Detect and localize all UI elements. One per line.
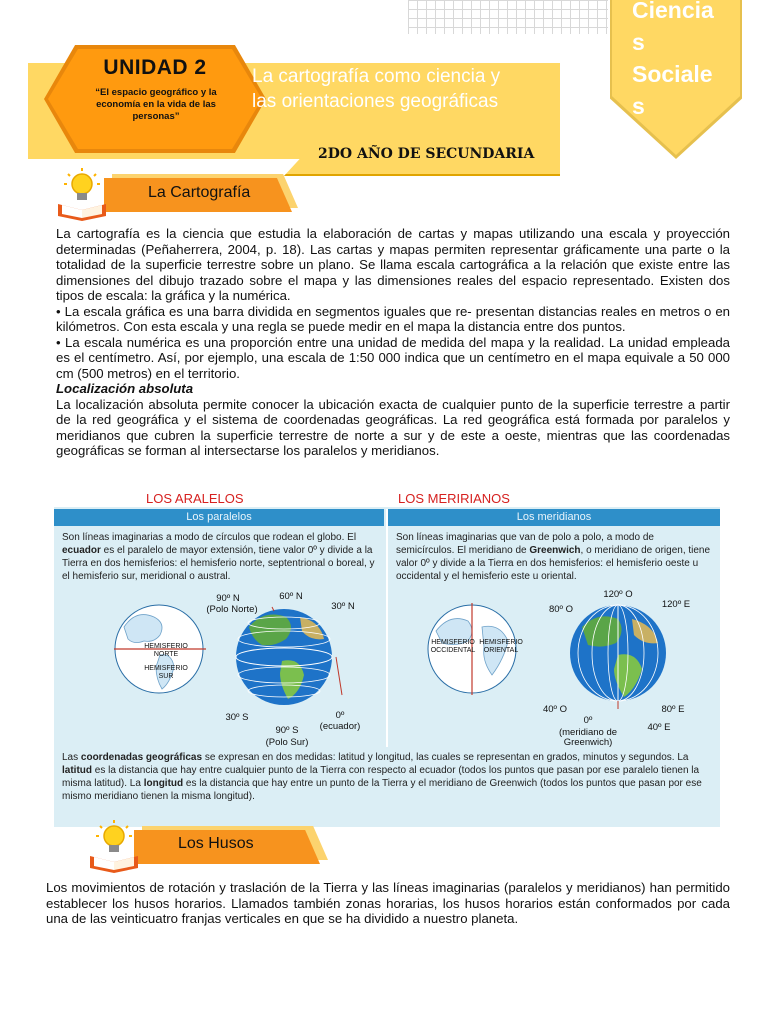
meridians-text: Son líneas imaginarias que van de polo a polo, a modo de semicírculos. El meridiano de Greenwich, o meridiano de origen, tiene valor 0º y divide a la Tierra en dos hemisferios: el hemisferio oeste u occidental y el hemisferio este u oriental.	[396, 532, 711, 582]
grid-decoration	[408, 0, 608, 34]
lat-30n-label: 30º N	[331, 601, 355, 612]
equator-label: (ecuador)	[319, 721, 361, 732]
meridians-header: Los meridianos	[388, 509, 720, 526]
unit-subtitle: “El espacio geográfico y la economía en la vida de las personas”	[95, 87, 217, 122]
lat-0-label: 0º	[335, 710, 345, 721]
lon-120e-label: 120º E	[661, 599, 691, 610]
lon-80o-label: 80º O	[548, 604, 574, 615]
subject-line: s	[632, 29, 645, 55]
lon-40o-label: 40º O	[542, 704, 568, 715]
paragraph: La localización absoluta permite conocer la ubicación exacta de cualquier punto de la superficie terrestre a partir de la red geográfica y el sistema de coordenadas geográficas. La red geográfica está formada por paralelos y meridianos que cubren la superficie terrestre de norte a sur y de este a oeste, mientras que las coordenadas geográficas se forman al intersectarse los paralelos y meridianos.	[56, 396, 730, 458]
south-pole-label: (Polo Sur)	[265, 737, 309, 748]
page-title	[252, 64, 562, 114]
section-title: Los Husos	[178, 835, 254, 852]
meridian-label: (meridiano de	[558, 727, 618, 738]
coordinates-text: Las coordenadas geográficas se expresan en dos medidas: latitud y longitud, las cuales se representan en grados, minutos y segundos. La latitud es la distancia que hay entre cualquier punto de la Tierra con respecto al ecuador (todos los puntos que pasan por ese paralelo tienen la misma latitud). La longitud es la distancia que hay entre un punto de la Tierra y el meridiano de Greenwich (todos los puntos que pasan por ese mismo meridiano tienen la misma longitud).	[62, 752, 702, 802]
lat-60n-label: 60º N	[279, 591, 303, 602]
coordinates-infographic	[54, 507, 720, 827]
meridians-diagram	[422, 597, 712, 737]
hem-west-label: HEMISFERIO OCCIDENTAL	[430, 639, 476, 654]
parallels-text: Son líneas imaginarias a modo de círculos que rodean el globo. El ecuador es el paralelo de mayor extensión, tiene valor 0º y divide a la Tierra en dos hemisferios: el hemisferio norte, septentrional o boreal, y el hemisferio sur, meridional o austral.	[62, 532, 375, 582]
subject-line: Sociale	[632, 61, 713, 87]
bullet-item: • La escala gráfica es una barra dividida en segmentos iguales que re- presentan distancias reales en metros o en kilómetros. Con esta escala y una regla se puede medir en el mapa la distancia entre dos puntos.	[56, 303, 730, 334]
paragraph: Los movimientos de rotación y traslación de la Tierra y las líneas imaginarias (paralelos y meridianos) han permitido establecer los husos horarios. Llamados también zonas horarias, los husos horarios están conformados por cada una de las veinticuatro franjas verticales en que se ha dividido a nuestro planeta.	[46, 880, 730, 926]
page-title-line-1: La cartografía como ciencia y	[252, 66, 501, 87]
hem-north-label: HEMISFERIO NORTE	[144, 643, 188, 658]
lightbulb-book-icon	[54, 166, 110, 222]
subheading: Localización absoluta	[56, 381, 194, 396]
lat-30s-label: 30º S	[225, 712, 249, 723]
parallels-header: Los paralelos	[54, 509, 384, 526]
grade-label: 2DO AÑO DE SECUNDARIA	[318, 146, 535, 162]
lon-40e-label: 40º E	[647, 722, 671, 733]
hem-east-label: HEMISFERIO ORIENTAL	[479, 639, 523, 654]
lon-120o-label: 120º O	[603, 589, 633, 600]
lightbulb-book-icon	[86, 818, 142, 874]
section-body	[46, 880, 730, 927]
parallels-label: LOS ARALELOS	[146, 491, 244, 506]
lon-80e-label: 80º E	[661, 704, 685, 715]
lat-90n-label: 90º N	[216, 593, 240, 604]
north-pole-label: (Polo Norte)	[206, 604, 258, 615]
section-body	[56, 226, 730, 459]
subject-line: Ciencia	[632, 0, 714, 23]
lon-0-label: 0º	[583, 715, 593, 726]
bullet-item: • La escala numérica es una proporción entre una unidad de medida del mapa y la realidad. La unidad empleada es el centímetro. Así, por ejemplo, una escala de 1:50 000 indica que un centímetro en el mapa equivale a 50 000 cm (500 metros) en el territorio.	[56, 334, 730, 381]
greenwich-label: Greenwich)	[563, 737, 613, 748]
page-title-line-2: las orientaciones geográficas	[252, 91, 499, 112]
paragraph: La cartografía es la ciencia que estudia la elaboración de cartas y mapas utilizando una escala y proyección determinadas (Peñaherrera, 2004, p. 18). Las cartas y mapas permiten representar gráficamente una parte o la totalidad de la superficie terrestre sobre un plano. Se llama escala cartográfica a la relación que existe entre las dimensiones del dibujo trazado sobre el mapa y las dimensiones reales del espacio representado. Existen dos tipos de escala: la gráfica y la numérica.	[56, 226, 730, 303]
hem-south-label: HEMISFERIO SUR	[144, 665, 188, 680]
section-title: La Cartografía	[148, 184, 251, 201]
subject-line: s	[632, 93, 645, 119]
subject-label	[632, 0, 742, 122]
unit-title: UNIDAD 2	[103, 56, 207, 79]
meridians-label: LOS MERIRIANOS	[398, 491, 510, 506]
lat-90s-label: 90º S	[275, 725, 299, 736]
